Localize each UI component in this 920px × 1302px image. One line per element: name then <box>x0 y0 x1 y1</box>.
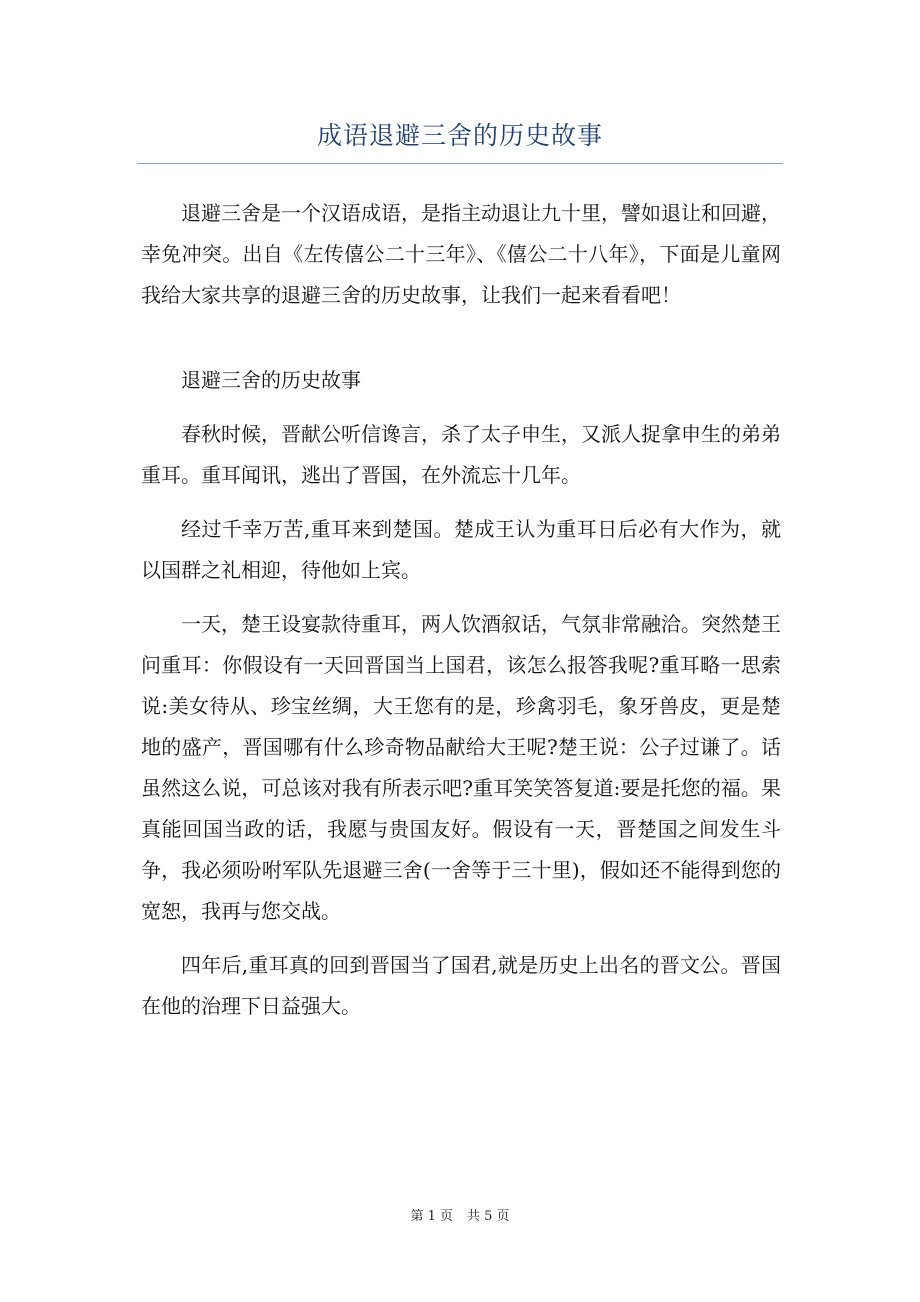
document-title: 成语退避三舍的历史故事 <box>316 121 603 150</box>
page-number: 第 1 页 <box>410 1209 453 1224</box>
page-footer <box>0 1207 920 1227</box>
document-body <box>141 193 781 1027</box>
title-underline <box>137 163 783 164</box>
page-total: 共 5 页 <box>467 1209 510 1224</box>
body-paragraph: 经过千幸万苦,重耳来到楚国。楚成王认为重耳日后必有大作为，就以国群之礼相迎，待他如上宾。 <box>141 517 781 582</box>
section-heading: 退避三舍的历史故事 <box>181 368 361 392</box>
body-paragraph: 四年后,重耳真的回到晋国当了国君,就是历史上出名的晋文公。晋国在他的治理下日益强大。 <box>141 953 781 1018</box>
body-paragraph: 春秋时候，晋献公听信谗言，杀了太子申生，又派人捉拿申生的弟弟重耳。重耳闻讯，逃出了晋国，在外流忘十几年。 <box>141 422 781 487</box>
intro-paragraph: 退避三舍是一个汉语成语，是指主动退让九十里，譬如退让和回避，幸免冲突。出自《左传僖公二十三年》、《僖公二十八年》，下面是儿童网我给大家共享的退避三舍的历史故事，让我们一起来看看吧！ <box>141 201 781 307</box>
body-paragraph: 一天，楚王设宴款待重耳，两人饮酒叙话，气氛非常融洽。突然楚王问重耳：你假设有一天回晋国当上国君，该怎么报答我呢?重耳略一思索说:美女待从、珍宝丝绸，大王您有的是，珍禽羽毛，象牙兽皮，更是楚地的盛产，晋国哪有什么珍奇物品献给大王呢?楚王说：公子过谦了。话虽然这么说，可总该对我有所表示吧?重耳笑笑答复道:要是托您的福。果真能回国当政的话，我愿与贵国友好。假设有一天，晋楚国之间发生斗争，我必须吩咐军队先退避三舍(一舍等于三十里)，假如还不能得到您的宽恕，我再与您交战。 <box>141 612 781 923</box>
